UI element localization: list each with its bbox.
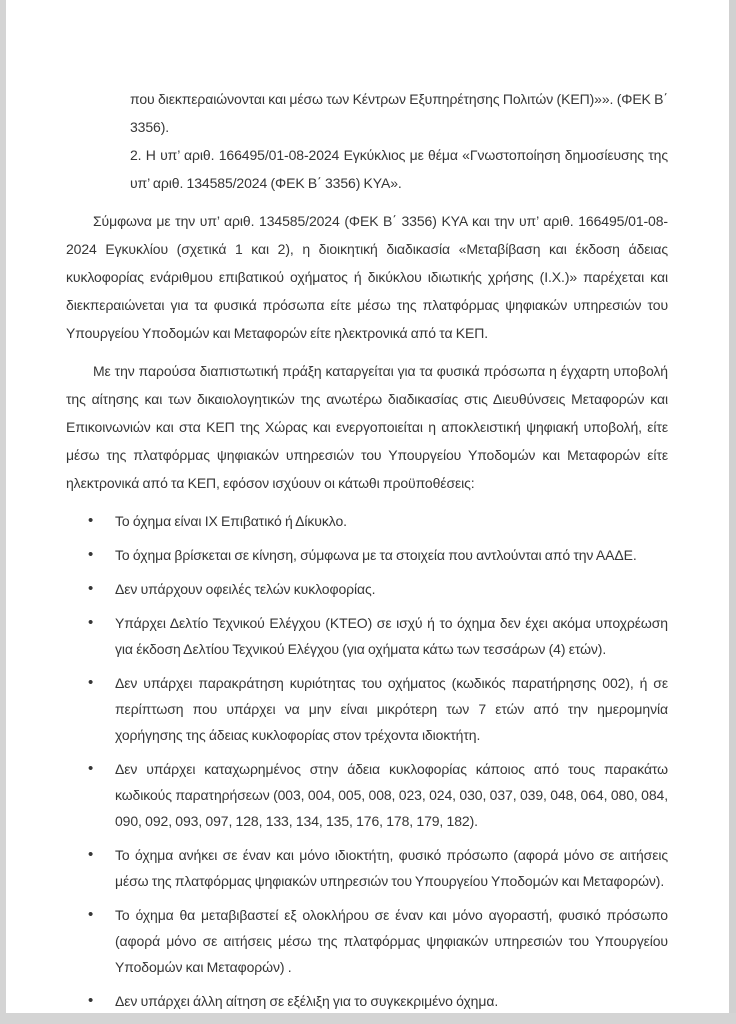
page-content (66, 85, 668, 1022)
condition-bullet-item: • Το όχημα ανήκει σε έναν και μόνο ιδιοκτήτη, φυσικό πρόσωπο (αφορά μόνο σε αιτήσεις μέσω της πλατφόρμας ψηφιακών υπηρεσιών του Υπουργείου Υποδομών και Μεταφορών). (66, 842, 668, 894)
condition-bullet-item: • Υπάρχει Δελτίο Τεχνικού Ελέγχου (ΚΤΕΟ) σε ισχύ ή το όχημα δεν έχει ακόμα υποχρέωση για έκδοση Δελτίου Τεχνικού Ελέγχου (για οχήματα κάτω των τεσσάρων (4) ετών). (66, 610, 668, 662)
condition-bullet-item: • Δεν υπάρχει παρακράτηση κυριότητας του οχήματος (κωδικός παρατήρησης 002), ή σε περίπτωση που υπάρχει να μην είναι μικρότερη των 7 ετών από την ημερομηνία χορήγησης της άδειας κυκλοφορίας στον τρέχοντα ιδιοκτήτη. (66, 670, 668, 748)
scan-edge-right (729, 0, 736, 1024)
scan-edge-left (0, 0, 6, 1024)
paragraph-procedure: Σύμφωνα με την υπ’ αριθ. 134585/2024 (ΦΕΚ Β΄ 3356) ΚΥΑ και την υπ’ αριθ. 166495/01-08-2024 Εγκυκλίου (σχετικά 1 και 2), η διοικητική διαδικασία «Μεταβίβαση και έκδοση άδειας κυκλοφορίας ενάριθμου επιβατικού οχήματος ή δικύκλου ιδιωτικής χρήσης (Ι.Χ.)» παρέχεται και διεκπεραιώνεται για τα φυσικά πρόσωπα είτε μέσω της πλατφόρμας ψηφιακών υπηρεσιών του Υπουργείου Υποδομών και Μεταφορών είτε ηλεκτρονικά από τα ΚΕΠ. (66, 213, 668, 341)
condition-bullet-item: • Το όχημα βρίσκεται σε κίνηση, σύμφωνα με τα στοιχεία που αντλούνται από την ΑΑΔΕ. (66, 542, 668, 568)
condition-bullet-item: • Δεν υπάρχει καταχωρημένος στην άδεια κυκλοφορίας κάποιος από τους παρακάτω κωδικούς παρατηρήσεων (003, 004, 005, 008, 023, 024, 030, 037, 039, 048, 064, 080, 084, 090, 092, 093, 097, 128, 133, 134, 135, 176, 178, 179, 182). (66, 756, 668, 834)
condition-bullet-item: • Το όχημα θα μεταβιβαστεί εξ ολοκλήρου σε έναν και μόνο αγοραστή, φυσικό πρόσωπο (αφορά μόνο σε αιτήσεις μέσω της πλατφόρμας ψηφιακών υπηρεσιών του Υπουργείου Υποδομών και Μεταφορών) . (66, 902, 668, 980)
paragraph-digital-submission: Με την παρούσα διαπιστωτική πράξη καταργείται για τα φυσικά πρόσωπα η έγχαρτη υποβολή της αίτησης και των δικαιολογητικών της ανωτέρω διαδικασίας στις Διευθύνσεις Μεταφορών και Επικοινωνιών και στα ΚΕΠ της Χώρας και ενεργοποιείται η αποκλειστική ψηφιακή υποβολή, είτε μέσω της πλατφόρμας ψηφιακών υπηρεσιών του Υπουργείου Υποδομών και Μεταφορών είτε ηλεκτρονικά από τα ΚΕΠ, εφόσον ισχύουν οι κάτωθι προϋποθέσεις: (66, 363, 668, 491)
reference-item-1-continuation: που διεκπεραιώνονται και μέσω των Κέντρων Εξυπηρέτησης Πολιτών (ΚΕΠ)»». (ΦΕΚ Β΄ 3356). (130, 91, 668, 135)
condition-bullet-item: • Δεν υπάρχει άλλη αίτηση σε εξέλιξη για το συγκεκριμένο όχημα. (66, 988, 668, 1014)
reference-list (130, 85, 668, 197)
condition-bullet-item: • Δεν υπάρχουν οφειλές τελών κυκλοφορίας. (66, 576, 668, 602)
reference-item-2: 2. Η υπ’ αριθ. 166495/01-08-2024 Εγκύκλιος με θέμα «Γνωστοποίηση δημοσίευσης της υπ’ αριθ. 134585/2024 (ΦΕΚ Β΄ 3356) ΚΥΑ». (130, 147, 668, 191)
condition-bullet-item: • Το όχημα είναι ΙΧ Επιβατικό ή Δίκυκλο. (66, 508, 668, 534)
conditions-list (66, 508, 668, 1014)
